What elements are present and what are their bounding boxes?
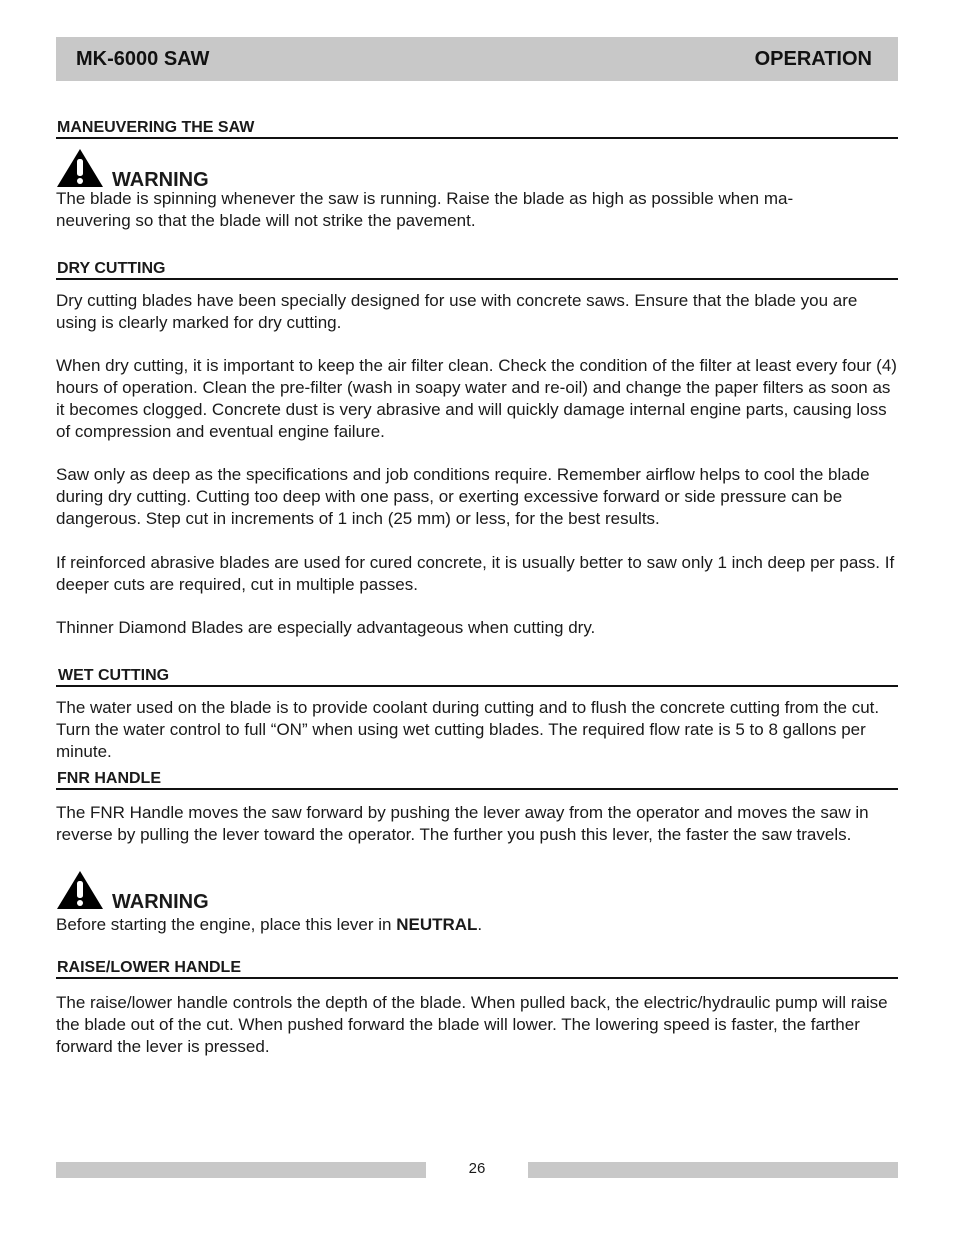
section-dry-cutting: [56, 260, 898, 280]
section-fnr-handle: [56, 770, 898, 790]
warning-text-bold: NEUTRAL: [396, 915, 478, 934]
paragraph: When dry cutting, it is important to keep the air filter clean. Check the condition of the filter at least every four (4) hours of operation. Clean the pre-filter (wash in soapy water and re-oil) and change the paper filters as soon as it becomes clogged. Concrete dust is very abrasive and will quickly damage internal engine parts, causing loss of compression and eventual engine failure.: [56, 356, 897, 441]
section-title-fnr-handle: FNR HANDLE: [56, 770, 898, 790]
header-title: MK-6000 SAW: [76, 47, 210, 70]
footer-bar-left: [56, 1162, 426, 1178]
section-wet-cutting: [56, 667, 898, 687]
warning-text-start: Before starting the engine, place this lever in: [56, 915, 397, 934]
warning-triangle-icon: [56, 870, 104, 910]
warning-fnr: [56, 868, 898, 936]
footer-bar-right: [528, 1162, 898, 1178]
paragraph: Saw only as deep as the specifications and job conditions require. Remember airflow helps to cool the blade during dry cutting. Cutting too deep with one pass, or exerting excessive forward or side pressure can be dangerous. Step cut in increments of 1 inch (25 mm) or less, for the best results.: [56, 465, 870, 528]
warning-label: WARNING: [112, 891, 209, 913]
warning-text-end: .: [477, 915, 483, 934]
paragraph: Thinner Diamond Blades are especially advantageous when cutting dry.: [56, 618, 596, 637]
section-raise-lower: [56, 959, 898, 979]
section-title-wet-cutting: WET CUTTING: [56, 667, 898, 687]
paragraph: Dry cutting blades have been specially designed for use with concrete saws. Ensure that the blade you are using is clearly marked for dry cutting.: [56, 291, 858, 332]
warning-label: WARNING: [112, 169, 209, 191]
warning-maneuvering: [56, 146, 898, 232]
paragraph: The water used on the blade is to provide coolant during cutting and to flush the concrete cutting from the cut. Turn the water control to full “ON” when using wet cutting blades. The required flow rate is 5 to 8 gallons per minute.: [56, 698, 880, 761]
section-title-raise-lower: RAISE/LOWER HANDLE: [56, 959, 898, 979]
section-maneuvering: [56, 119, 898, 139]
warning-text: [56, 914, 898, 936]
page-number: 26: [468, 1160, 486, 1177]
page-header: [56, 37, 898, 81]
paragraph: The FNR Handle moves the saw forward by pushing the lever away from the operator and moves the saw in reverse by pulling the lever toward the operator. The further you push this lever, the faster the saw travels.: [56, 803, 869, 844]
section-title-dry-cutting: DRY CUTTING: [56, 260, 898, 280]
warning-triangle-icon: [56, 148, 104, 188]
section-title-maneuvering: MANEUVERING THE SAW: [56, 119, 898, 139]
header-section: OPERATION: [754, 47, 872, 70]
paragraph: If reinforced abrasive blades are used for cured concrete, it is usually better to saw only 1 inch deep per pass. If deeper cuts are required, cut in multiple passes.: [56, 553, 895, 594]
paragraph: The raise/lower handle controls the depth of the blade. When pulled back, the electric/hydraulic pump will raise the blade out of the cut. When pushed forward the blade will lower. The lowering speed is faster, the farther forward the lever is pressed.: [56, 993, 888, 1056]
warning-text: The blade is spinning whenever the saw is running. Raise the blade as high as possible when ma- neuvering so that the blade will not strike the pavement.: [56, 189, 794, 230]
